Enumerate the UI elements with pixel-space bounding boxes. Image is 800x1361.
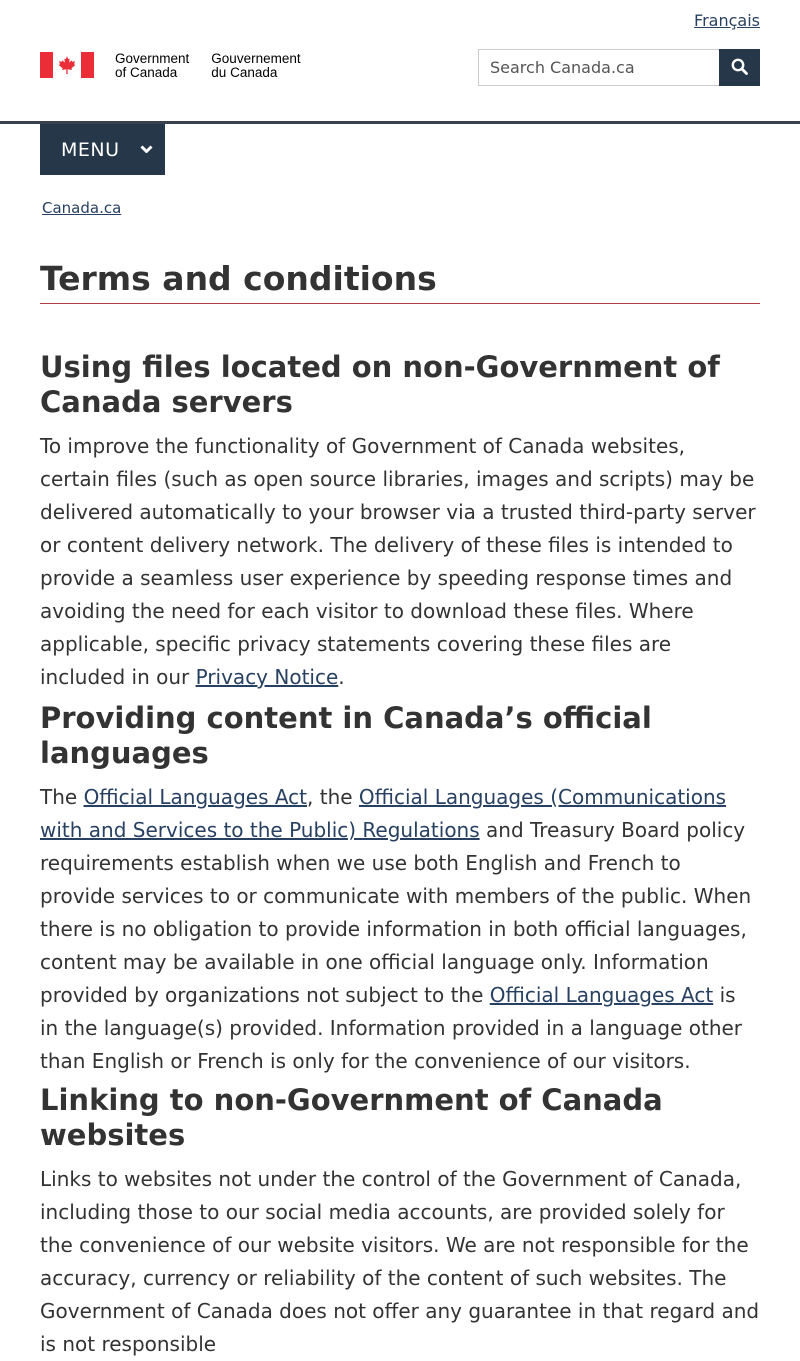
section-heading: Using files located on non-Government of Canada servers <box>40 350 720 419</box>
official-languages-act-link-2[interactable]: Official Languages Act <box>489 983 714 1007</box>
paragraph-text: Links to websites not under the control of the Government of Canada, including those to our social media accounts, are provided solely for the convenience of our website visitors. We are not responsible for the accuracy, currency or reliability of the content of such websites. The Government of Canada does not offer any guarantee in that regard and is not responsible <box>40 1167 760 1356</box>
canada-flag-icon <box>40 52 94 78</box>
section-paragraph <box>40 781 760 1078</box>
paragraph-text: and Treasury Board policy requirements establish when we use both English and French to provide services to or communicate with members of the public. When there is no obligation to provide information in both official languages, content may be available in one official language only. Information provided by organizations not subject to the <box>40 818 752 1007</box>
signature-french-line1: Gouvernement <box>211 51 301 66</box>
official-languages-act-link[interactable]: Official Languages Act <box>83 785 308 809</box>
official-languages-regulations-link[interactable]: Official Languages (Communications with and Services to the Public) Regulations <box>40 785 727 842</box>
paragraph-text: , the <box>307 785 359 809</box>
page-title: Terms and conditions <box>40 259 437 298</box>
signature-english <box>115 52 189 80</box>
government-signature[interactable] <box>40 52 301 80</box>
section-paragraph <box>40 430 760 694</box>
section-heading: Providing content in Canada’s official languages <box>40 701 652 770</box>
site-header <box>40 48 760 88</box>
breadcrumb-canada-ca[interactable]: Canada.ca <box>42 199 122 217</box>
menu-button[interactable] <box>40 124 165 175</box>
section-paragraph <box>40 1163 760 1361</box>
chevron-down-icon <box>140 145 153 154</box>
language-toggle-link[interactable]: Français <box>694 11 760 30</box>
signature-english-line2: of Canada <box>115 65 178 80</box>
paragraph-text: To improve the functionality of Government of Canada websites, certain files (such as open source libraries, images and scripts) may be delivered automatically to your browser via a trusted third-party server or content delivery network. The delivery of these files is intended to provide a seamless user experience by speeding response times and avoiding the need for each visitor to download these files. Where applicable, specific privacy statements covering these files are included in our <box>40 434 756 689</box>
section-external-links <box>40 1083 760 1361</box>
section-heading: Linking to non-Government of Canada websites <box>40 1083 663 1152</box>
search-icon <box>731 58 748 78</box>
signature-french <box>211 52 300 80</box>
site-search <box>478 49 760 86</box>
signature-english-line1: Government <box>115 51 190 66</box>
menu-label: MENU <box>61 138 120 161</box>
paragraph-text: . <box>338 665 345 689</box>
paragraph-text: is in the language(s) provided. Information provided in a language other than English or French is only for the convenience of our visitors. <box>40 983 743 1073</box>
search-input[interactable] <box>478 49 719 86</box>
paragraph-text: The <box>40 785 84 809</box>
section-official-languages <box>40 701 760 1078</box>
signature-french-line2: du Canada <box>211 65 278 80</box>
section-third-party-files <box>40 350 760 694</box>
title-underline <box>40 303 760 304</box>
search-button[interactable] <box>719 49 760 86</box>
privacy-notice-link[interactable]: Privacy Notice <box>195 665 339 689</box>
